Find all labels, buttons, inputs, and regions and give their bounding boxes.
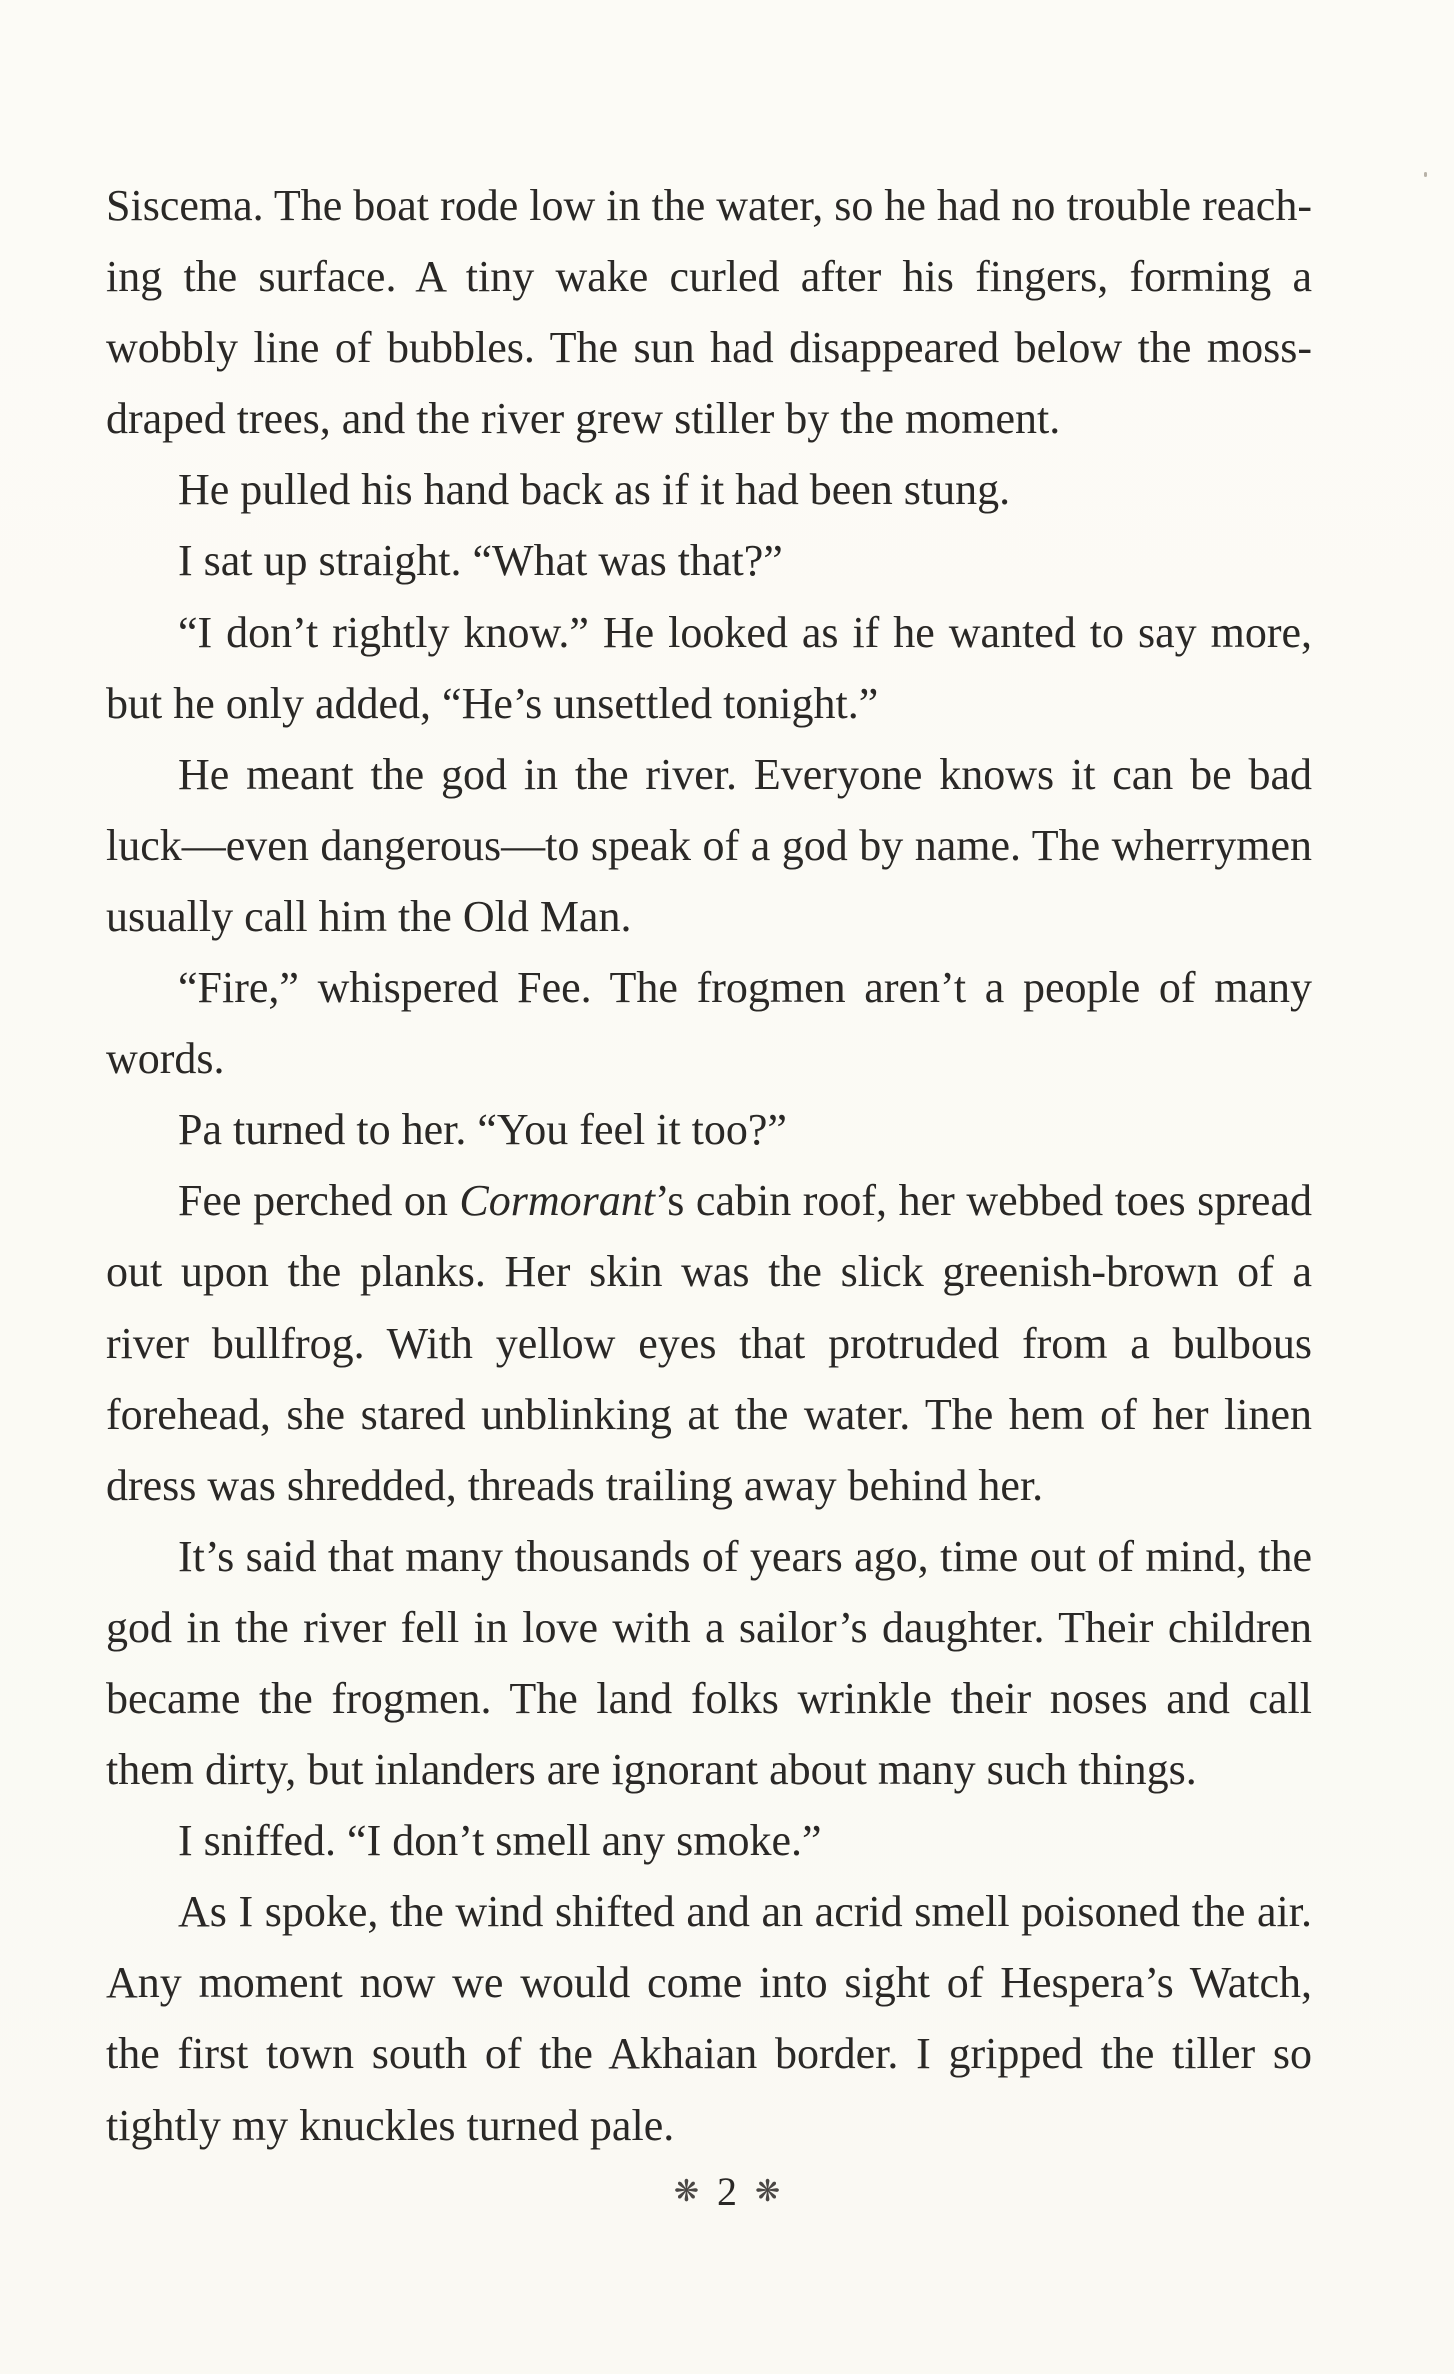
text-run: Siscema. The boat rode low in the water, so he had no trouble reaching the surface. A tiny wake curled after his fingers, forming a wobbly line of bubbles. The sun had disappeared below the moss-draped trees, and the river grew stiller by the moment. xyxy=(106,181,1312,444)
paper-speck xyxy=(1424,172,1427,177)
text-run: As I spoke, the wind shifted and an acrid smell poisoned the air. Any moment now we would come into sight of Hespera’s Watch, the first town south of the Akhaian border. I gripped the tiller so tightly my knuckles turned pale. xyxy=(106,1887,1312,2150)
text-run: He meant the god in the river. Everyone knows it can be bad luck—even dangerous—to speak of a god by name. The wherrymen usually call him the Old Man. xyxy=(106,749,1312,941)
paragraph xyxy=(106,1805,1312,1876)
page-number: 2 xyxy=(717,2169,737,2214)
page-number-footer xyxy=(0,2168,1454,2215)
paragraph xyxy=(106,739,1312,952)
paragraph xyxy=(106,170,1312,454)
text-run: Fee perched on xyxy=(178,1176,460,1226)
paragraph xyxy=(106,454,1312,525)
text-run: He pulled his hand back as if it had been stung. xyxy=(178,465,1011,515)
paragraph xyxy=(106,952,1312,1094)
text-run: I sniffed. “I don’t smell any smoke.” xyxy=(178,1816,822,1866)
paragraph xyxy=(106,1876,1312,2160)
text-run: I sat up straight. “What was that?” xyxy=(178,536,783,586)
text-run: It’s said that many thousands of years ago, time out of mind, the god in the river fell in love with a sailor’s daughter. Their children became the frogmen. The land folks wrinkle their noses and call them dirty, but inlanders are ignorant about many such things. xyxy=(106,1531,1312,1795)
text-run: Pa turned to her. “You feel it too?” xyxy=(178,1105,787,1155)
text-run: “I don’t rightly know.” He looked as if he wanted to say more, but he only added, “He’s unsettled tonight.” xyxy=(106,607,1312,728)
paragraph xyxy=(106,597,1312,739)
text-run: ’s cabin roof, her webbed toes spread out upon the planks. Her skin was the slick greenish-brown of a river bullfrog. With yellow eyes that protruded from a bulbous forehead, she stared unblinking at the water. The hem of her linen dress was shredded, threads trailing away behind her. xyxy=(106,1176,1312,1510)
ornament-left-icon: ❋ xyxy=(673,2175,699,2208)
paragraph xyxy=(106,525,1312,596)
ship-name-italic: Cormorant xyxy=(459,1176,656,1226)
body-text xyxy=(106,170,1312,2161)
ornament-right-icon: ❋ xyxy=(755,2175,781,2208)
text-run: “Fire,” whispered Fee. The frogmen aren’t a people of many words. xyxy=(106,963,1312,1084)
paragraph xyxy=(106,1165,1312,1520)
paragraph xyxy=(106,1521,1312,1805)
paragraph xyxy=(106,1094,1312,1165)
